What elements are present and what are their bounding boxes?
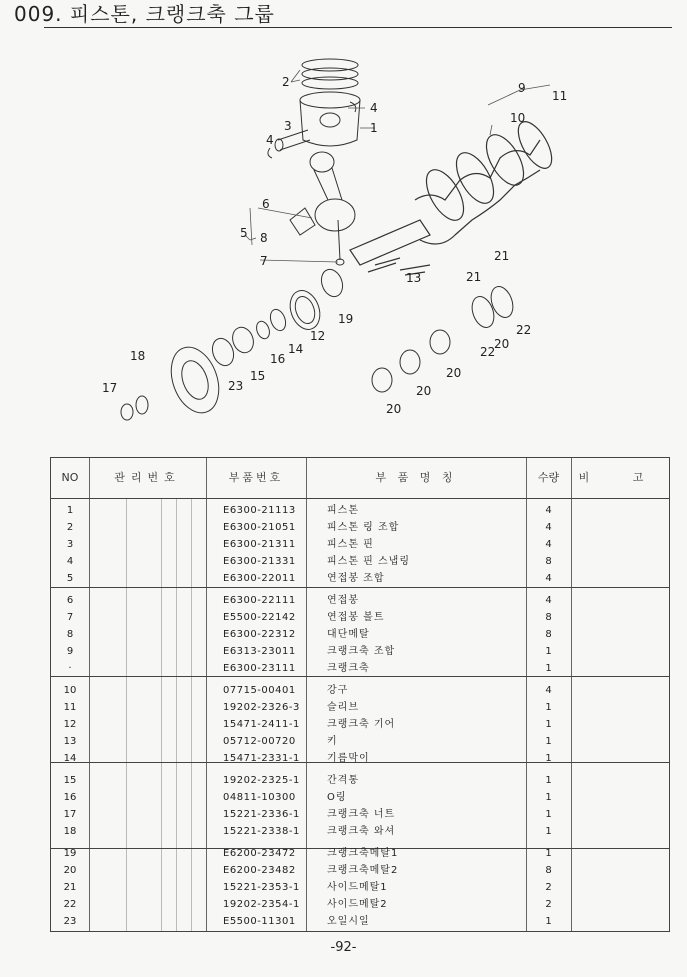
row-number: 20: [63, 865, 77, 876]
quantity: 1: [545, 848, 552, 859]
part-number: 15221-2353-1: [223, 882, 300, 893]
part-number: E6300-23111: [223, 663, 296, 674]
callout-12: 12: [310, 329, 326, 343]
row-number: 8: [66, 629, 74, 640]
callout-5: 5: [240, 226, 248, 240]
header-remarks: 비 고: [578, 471, 664, 484]
part-number: E5500-22142: [223, 612, 296, 623]
table-row: [51, 807, 669, 823]
quantity: 1: [545, 826, 552, 837]
table-row: [51, 610, 669, 626]
part-name: 대단메탈: [327, 629, 370, 640]
part-number: 07715-00401: [223, 685, 296, 696]
callout-3: 3: [284, 119, 292, 133]
part-number: E6300-22312: [223, 629, 296, 640]
callout-20a: 20: [386, 402, 402, 416]
callout-10: 10: [510, 111, 526, 125]
quantity: 4: [545, 573, 552, 584]
part-number: E6200-23482: [223, 865, 296, 876]
part-name: 크랭크축 너트: [327, 809, 396, 820]
part-number: 15471-2411-1: [223, 719, 300, 730]
quantity: 4: [545, 505, 552, 516]
callout-4b: 4: [266, 133, 274, 147]
quantity: 8: [545, 629, 552, 640]
header-management-number: 관리번호: [114, 471, 181, 484]
row-number: 17: [63, 809, 77, 820]
header-no: NO: [61, 471, 79, 484]
table-row: [51, 627, 669, 643]
part-number: E6200-23472: [223, 848, 296, 859]
part-name: 피스톤 핀 스냅링: [327, 556, 410, 567]
part-number: E6300-22111: [223, 595, 296, 606]
table-row: [51, 846, 669, 862]
part-name: 슬리브: [327, 702, 359, 713]
part-number: 15471-2331-1: [223, 753, 300, 764]
part-name: 피스톤 링 조합: [327, 522, 400, 533]
table-row: [51, 644, 669, 660]
header-part-number: 부품번호: [228, 471, 284, 484]
table-row: [51, 897, 669, 913]
part-name: 연접봉 조합: [327, 573, 385, 584]
quantity: 1: [545, 663, 552, 674]
callout-22b: 22: [516, 323, 532, 337]
quantity: 8: [545, 612, 552, 623]
row-number: 3: [66, 539, 74, 550]
row-number: 19: [63, 848, 77, 859]
part-number: E6313-23011: [223, 646, 296, 657]
callout-11: 11: [552, 89, 568, 103]
table-row: [51, 700, 669, 716]
quantity: 8: [545, 865, 552, 876]
row-number: 21: [63, 882, 77, 893]
row-number: 10: [63, 685, 77, 696]
table-row: [51, 790, 669, 806]
quantity: 1: [545, 646, 552, 657]
table-row: [51, 520, 669, 536]
table-row: [51, 734, 669, 750]
quantity: 4: [545, 595, 552, 606]
quantity: 4: [545, 522, 552, 533]
quantity: 2: [545, 899, 552, 910]
table-row: [51, 914, 669, 930]
row-number: 11: [63, 702, 77, 713]
part-name: 연접봉 볼트: [327, 612, 385, 623]
header-part-name: 부 품 명 칭: [375, 471, 457, 484]
row-number: 13: [63, 736, 77, 747]
row-number: 15: [63, 775, 77, 786]
quantity: 2: [545, 882, 552, 893]
callout-20b: 20: [416, 384, 432, 398]
connecting-rod-drawing: [290, 152, 355, 265]
part-name: O링: [327, 792, 347, 803]
part-number: 19202-2354-1: [223, 899, 300, 910]
quantity: 1: [545, 916, 552, 927]
table-row: [51, 661, 669, 677]
part-name: 기름막이: [327, 753, 370, 764]
part-name: 강구: [327, 685, 349, 696]
table-row: [51, 880, 669, 896]
piston-pin-drawing: [268, 102, 356, 158]
row-number: 16: [63, 792, 77, 803]
table-row: [51, 554, 669, 570]
quantity: 4: [545, 685, 552, 696]
table-row: [51, 824, 669, 840]
callout-19: 19: [338, 312, 354, 326]
part-name: 사이드메탈1: [327, 882, 388, 893]
callout-15: 15: [250, 369, 266, 383]
title-underline: [44, 27, 672, 28]
row-number: ·: [68, 663, 72, 674]
table-row: [51, 773, 669, 789]
callout-16: 16: [270, 352, 286, 366]
part-name: 피스톤 핀: [327, 539, 374, 550]
part-number: 05712-00720: [223, 736, 296, 747]
part-number: E6300-21113: [223, 505, 296, 516]
callout-18: 18: [130, 349, 146, 363]
page-title: 009. 피스톤, 크랭크축 그룹: [14, 2, 275, 26]
callout-13: 13: [406, 271, 422, 285]
front-parts-drawing: [121, 266, 346, 420]
part-number: 15221-2338-1: [223, 826, 300, 837]
page-number: -92-: [330, 940, 357, 955]
quantity: 4: [545, 539, 552, 550]
exploded-parts-diagram: [100, 50, 568, 430]
quantity: 1: [545, 792, 552, 803]
part-name: 오일시일: [327, 916, 370, 927]
row-number: 22: [63, 899, 77, 910]
part-name: 키: [327, 736, 338, 747]
row-number: 6: [66, 595, 74, 606]
table-row: [51, 751, 669, 767]
row-number: 9: [66, 646, 74, 657]
callout-20c: 20: [446, 366, 462, 380]
callout-7: 7: [260, 254, 268, 268]
row-number: 2: [66, 522, 74, 533]
part-number: E5500-11301: [223, 916, 296, 927]
table-row: [51, 537, 669, 553]
row-number: 18: [63, 826, 77, 837]
quantity: 8: [545, 556, 552, 567]
row-number: 1: [66, 505, 74, 516]
callout-8: 8: [260, 231, 268, 245]
part-name: 간격통: [327, 775, 359, 786]
quantity: 1: [545, 809, 552, 820]
callout-2: 2: [282, 75, 290, 89]
part-name: 크랭크축 와셔: [327, 826, 396, 837]
part-number: E6300-22011: [223, 573, 296, 584]
table-row: [51, 503, 669, 519]
part-name: 크랭크축: [327, 663, 370, 674]
callout-4: 4: [370, 101, 378, 115]
quantity: 1: [545, 719, 552, 730]
part-number: E6300-21331: [223, 556, 296, 567]
callout-1: 1: [370, 121, 378, 135]
part-name: 사이드메탈2: [327, 899, 388, 910]
callout-20d: 20: [494, 337, 510, 351]
part-name: 크랭크축메탈1: [327, 848, 399, 859]
row-number: 12: [63, 719, 77, 730]
quantity: 1: [545, 753, 552, 764]
callout-21b: 21: [494, 249, 510, 263]
leader-lines: [245, 70, 550, 262]
part-number: E6300-21311: [223, 539, 296, 550]
quantity: 1: [545, 702, 552, 713]
callout-14: 14: [288, 342, 304, 356]
table-row: [51, 593, 669, 609]
part-number: 19202-2326-3: [223, 702, 300, 713]
callout-22a: 22: [480, 345, 496, 359]
parts-table: [50, 457, 670, 932]
callout-6: 6: [262, 197, 270, 211]
callout-23: 23: [228, 379, 244, 393]
part-name: 크랭크축 기어: [327, 719, 396, 730]
callout-21a: 21: [466, 270, 482, 284]
header-quantity: 수량: [537, 471, 560, 484]
row-number: 5: [66, 573, 74, 584]
part-number: 19202-2325-1: [223, 775, 300, 786]
table-row: [51, 863, 669, 879]
row-number: 4: [66, 556, 74, 567]
quantity: 1: [545, 736, 552, 747]
part-number: E6300-21051: [223, 522, 296, 533]
part-number: 04811-10300: [223, 792, 296, 803]
callout-9: 9: [518, 81, 526, 95]
part-number: 15221-2336-1: [223, 809, 300, 820]
part-name: 피스톤: [327, 505, 359, 516]
table-row: [51, 717, 669, 733]
callout-17: 17: [102, 381, 118, 395]
table-row: [51, 571, 669, 587]
part-name: 연접봉: [327, 595, 359, 606]
table-row: [51, 683, 669, 699]
row-number: 14: [63, 753, 77, 764]
part-name: 크랭크축 조합: [327, 646, 396, 657]
crankshaft-drawing: [350, 116, 558, 275]
row-number: 7: [66, 612, 74, 623]
part-name: 크랭크축메탈2: [327, 865, 399, 876]
row-number: 23: [63, 916, 77, 927]
quantity: 1: [545, 775, 552, 786]
